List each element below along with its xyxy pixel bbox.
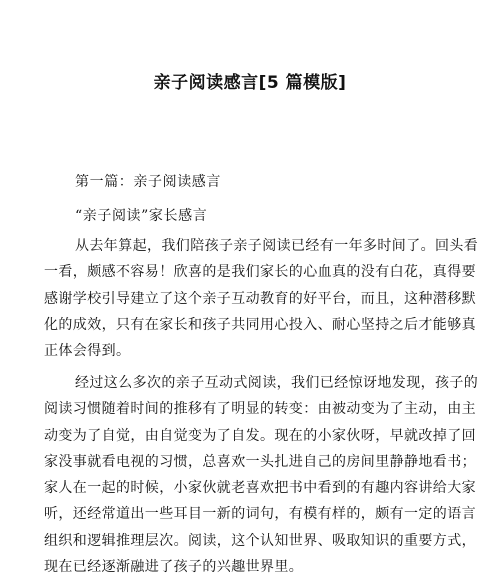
- paragraph-line: 从去年算起，我们陪孩子亲子阅读已经有一年多时间了。回头看: [75, 238, 479, 254]
- paragraph-line: 动变为了自觉，由自觉变为了自发。现在的小家伙呀，早就改掉了回: [44, 427, 476, 444]
- paragraph-line: 听，还经常道出一些耳目一新的词句，有模有样的，颇有一定的语言: [44, 506, 476, 523]
- sub-heading: “亲子阅读”家长感言: [75, 208, 208, 224]
- paragraph-line: 现在已经逐渐融进了孩子的兴趣世界里。: [44, 559, 304, 576]
- paragraph-1: [44, 233, 479, 364]
- paragraph-line: 家人在一起的时候，小家伙就老喜欢把书中看到的有趣内容讲给大家: [44, 480, 476, 497]
- document-title: 亲子阅读感言[5 篇模版]: [153, 73, 347, 93]
- paragraph-line: 家没事就看电视的习惯，总喜欢一头扎进自己的房间里静静地看书；: [44, 453, 476, 470]
- paragraph-line: 正体会得到。: [44, 343, 131, 360]
- paragraph-line: 阅读习惯随着时间的推移有了明显的转变：由被动变为了主动，由主: [44, 401, 476, 418]
- paragraph-2: [44, 370, 479, 580]
- paragraph-line: 一看，颇感不容易！欣喜的是我们家长的心血真的没有白花，真得要: [44, 264, 476, 281]
- section-heading: 第一篇：亲子阅读感言: [75, 174, 221, 190]
- paragraph-line: 化的成效，只有在家长和孩子共同用心投入、耐心坚持之后才能够真: [44, 316, 476, 333]
- paragraph-line: 感谢学校引导建立了这个亲子互动教育的好平台，而且，这种潜移默: [44, 290, 476, 307]
- paragraph-line: 组织和逻辑推理层次。阅读，这个认知世界、吸取知识的重要方式，: [44, 532, 476, 549]
- paragraph-line: 经过这么多次的亲子互动式阅读，我们已经惊讶地发现，孩子的: [75, 375, 479, 391]
